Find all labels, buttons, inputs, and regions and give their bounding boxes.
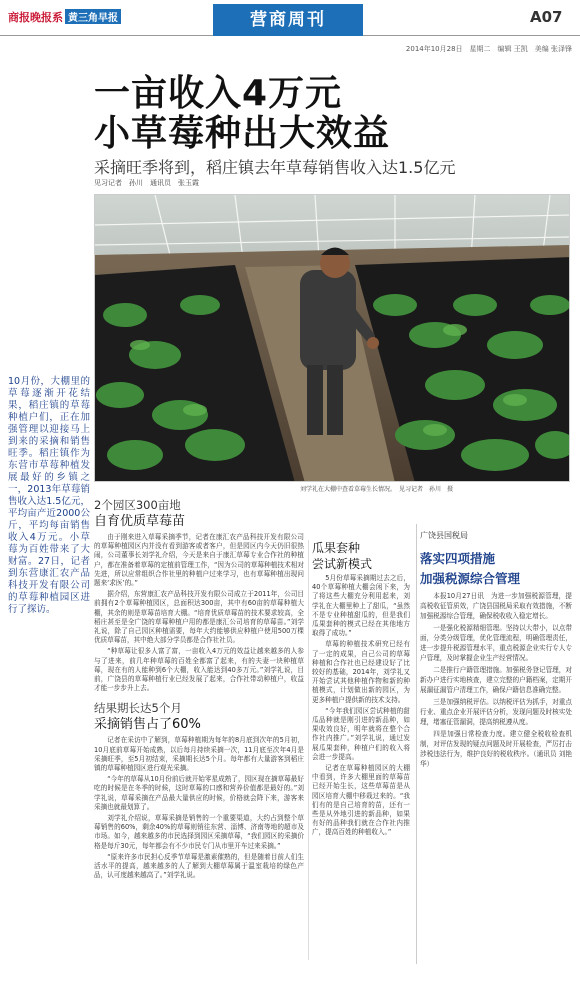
section-1-paragraph: “种草莓让很多人富了富，一亩收入4万元的效益让越来越多的人参与了进来，前几年种草莓的百姓全都富了起来，有的夫妻一块种植草莓，现在有的人能种到6个大棚，收入能达到40多万元。”刘学礼说，目前，广饶县的草莓种植行业已经发展了起来，合作社带动种植户，收益才能一步步升上去。 — [94, 647, 304, 693]
sidebar-paragraph: 一是强化税源精细管理。坚持以大带小，以点带面，分类分级管理，优化管理流程，明确管理责任，进一步提升税源管理水平，重点税源企业实行专人专户管理，及时掌握企业生产经营情况。 — [420, 624, 572, 662]
section-2-title: 采摘销售占了60% — [94, 717, 201, 733]
section-2-paragraph: “今年的草莓从10月份前后就开始零星成熟了，园区现在摘草莓最好吃的时候是在冬季的时候，这时草莓的口感和营养价值都是最好的。”刘学礼说，草莓采摘在产品最大量供应的时候，价格就会降下来，游客来采摘也就最划算了。 — [94, 775, 304, 811]
sidebar-title-line-2: 加强税源综合管理 — [420, 571, 521, 586]
edition-chip: 黄三角早报 — [65, 9, 121, 24]
sidebar-paragraph: 四是加强日常检查力度。建立健全税收检查机制，对评估发现的疑点问题及时开展检查，严厉打击涉税违法行为，维护良好的税收秩序。（通讯员 刘艳华） — [420, 730, 572, 768]
greenhouse-photo — [94, 194, 570, 482]
subheadline: 采摘旺季将到，稻庄镇去年草莓销售收入达1.5亿元 — [94, 158, 456, 177]
second-column — [312, 540, 410, 838]
section-2-paragraph: 刘学礼介绍说，草莓采摘是销售的一个重要渠道，大约占到整个草莓销售的60%，剩余40%的草莓则销往东营、淄博、济南等地的超市及市场。如今，越来越多的市民选择到园区采摘草莓，“我们园区的采摘价格是每斤30元，每年都会有不少市民专门从市里开车过来采摘。” — [94, 814, 304, 850]
paper-name: 商报晚报系 — [8, 11, 63, 24]
sidebar-divider — [416, 524, 417, 964]
section-3-kicker: 瓜果套种 — [312, 541, 361, 555]
section-3-paragraph: “今年我们园区尝试种植的甜瓜品种就是刚引进的新品种，如果收效良好，明年就将在整个合作社内推广。”刘学礼说，通过发展瓜果套种，种植户们的收入将会进一步提高。 — [312, 706, 410, 761]
sidebar-paragraph: 三是加强纳税评估。以纳税评估为抓手，对重点行业、重点企业开展评估分析，发现问题及时核实处理，堵塞征管漏洞，提高纳税遵从度。 — [420, 698, 572, 726]
section-3-title: 尝试新模式 — [312, 557, 373, 571]
photo-caption: 刘学礼在大棚中查看草莓生长情况。 见习记者 孙川 摄 — [300, 486, 454, 493]
sidebar-kicker: 广饶县国税局 — [420, 531, 468, 540]
section-1-paragraph: 据介绍，东营康汇农产品科技开发有限公司成立于2011年，公司目前拥有2个草莓种植园区，总面积达300亩，其中有60亩的草莓种植大棚，其余的则是草莓苗培育大棚。“培育优质草莓苗的技术要求较高，全稻庄甚至是全广饶的草莓种植户用的都是康汇公司培育的草莓苗。”刘学礼说，除了自己园区种植需要，每年大约能够供应种植户使用500万棵优质草莓苗，其中绝大部分学员都是合作社社员。 — [94, 590, 304, 645]
section-2-kicker: 结果期长达5个月 — [94, 701, 182, 716]
sidebar-paragraph: 二是推行户籍管理措施。加强税务登记管理，对新办户进行实地核查，建立完整的户籍档案，定期开展漏征漏管户清理工作，确保户籍信息准确完整。 — [420, 666, 572, 694]
section-3-paragraph: 记者在草莓种植园区的大棚中看到，许多大棚里面的草莓苗已经开始生长，这些草莓苗是从园区培育大棚中移栽过来的。“我们有的是自己培育的苗，还有一些是从外地引进的新品种，如果有好的品种我们就在合作社内推广，提高百姓的种植收入。” — [312, 764, 410, 837]
headline-line-1: 一亩收入4万元 — [94, 73, 343, 114]
headline-line-2: 小草莓种出大效益 — [94, 113, 391, 154]
sidebar-paragraph: 本报10月27日讯 为进一步加强税源管理，提高税收征管质效，广饶县国税局采取有效措施，不断加强税源综合管理，确保税收收入稳定增长。 — [420, 592, 572, 620]
lead-paragraph: 10月份，大棚里的草莓逐渐开花结果，稻庄镇的草莓种植户们，正在加强管理以迎接马上到来的采摘和销售旺季。稻庄镇作为东营市草莓种植发展最好的乡镇之一，2013年草莓销售收入达1.5亿元，平均亩产近2000公斤，平均每亩销售收入4万元。小草莓为百姓带来了大财富。27日，记者到东营康汇农产品科技开发有限公司的草莓种植园区进行了探访。 — [8, 376, 90, 615]
section-1-kicker: 2个园区300亩地 — [94, 498, 181, 512]
main-column — [94, 498, 304, 881]
byline: 见习记者 孙川 通讯员 张玉霞 — [94, 179, 199, 187]
column-divider — [308, 540, 309, 960]
sidebar-article — [420, 530, 572, 769]
dateline: 2014年10月28日 星期二 编辑 王凯 美编 张泽锋 — [405, 45, 572, 53]
masthead-bar — [0, 0, 580, 36]
strawberry-greenhouse-image — [95, 195, 570, 482]
section-1-title: 自育优质草莓苗 — [94, 514, 186, 529]
section-2-paragraph: 记者在采访中了解到，草莓种植期为每年的8月底到次年的5月初，10月底前草莓开始成熟，以后每月持续采摘一次，11月底至次年4月是采摘旺季，至5月初结束，采摘期长达5个月。每年都有大量游客到稻庄镇的草莓种植园区进行观光采摘。 — [94, 736, 304, 773]
section-3-paragraph: 草莓的种植技术研究已经有了一定的成果，自己公司的草莓种植和合作社也已经建设好了比较好的基础，2014年，刘学礼又开始尝试其他种植作物和新的种植模式，计划做出新的园区，为更多种植户提供新的技术支持。 — [312, 640, 410, 704]
section-title: 营商周刊 — [213, 4, 363, 36]
section-3-paragraph: 5月份草莓采摘期过去之后，40个草莓种植大棚会闲下来，为了将这些大棚充分利用起来，刘学礼在大棚里种上了甜瓜，“虽然不是专业种植甜瓜的，但是我们瓜果套种的模式已经在其他地方取得了成功。” — [312, 574, 410, 638]
sidebar-title-line-1: 落实四项措施 — [420, 551, 496, 566]
section-2-paragraph: “原来许多市民担心反季节草莓是激素催熟的，但是随着目前人们生活水平的提高，越来越多的人了解到大棚草莓属于温室栽培的绿色产品，认可度越来越高了。”刘学礼说。 — [94, 852, 304, 880]
section-1-paragraph: 由于刚来进入草莓采摘季节，记者在康汇农产品科技开发有限公司的草莓种植园区内并没有看到游客或者客户，但是园区内今天仍旧很热闹，公司董事长刘学礼介绍，今天是来自于康汇草莓专业合作社的种植户，都在准备着草莓的定植前管理工作，“因为公司的草莓种植技术相对先进，所以应常组织合作社里的种植户过来学习，也有草莓种植出现问题来‘求医’的。” — [94, 533, 304, 588]
paper-brand — [8, 9, 121, 25]
page-number: A07 — [530, 8, 563, 26]
